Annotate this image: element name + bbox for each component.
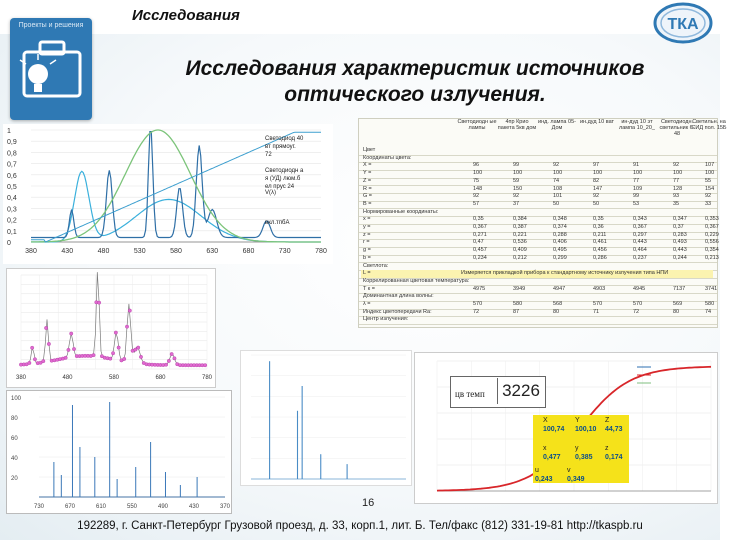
table-cell: 74 <box>553 177 560 184</box>
x-tick-label: 580 <box>170 248 182 255</box>
table-cell: 0,213 <box>705 254 719 261</box>
main-title-line2: оптического излучения. <box>284 83 546 106</box>
table-cell: 580 <box>705 301 715 307</box>
data-point <box>136 346 139 349</box>
table-cell: 100 <box>553 170 563 177</box>
data-point <box>44 326 47 329</box>
x-tick-label: 370 <box>219 504 231 510</box>
table-header: Светильн. на СИД пол. 15Б <box>691 119 727 131</box>
coord-label: v <box>567 467 571 474</box>
y-tick-label: 0,8 <box>7 150 17 158</box>
table-cell: 0,367 <box>473 224 487 230</box>
colorimetry-table <box>358 118 727 328</box>
row-label: R = <box>363 185 372 192</box>
table-cell: 4947 <box>553 285 566 292</box>
data-point <box>42 359 45 362</box>
table-cell: 3741 <box>705 285 718 292</box>
table-header: ин.дуд 10 ват <box>579 119 615 125</box>
table-cell: 92 <box>473 193 480 200</box>
table-cell: 570 <box>633 301 643 307</box>
coord-value: 0,385 <box>575 454 593 461</box>
row-label: r = <box>363 239 370 246</box>
table-cell: 0,443 <box>633 239 647 246</box>
row-label: Z = <box>363 177 372 184</box>
data-point <box>30 346 33 349</box>
projects-badge <box>10 18 92 120</box>
table-cell: 0,464 <box>633 247 647 254</box>
table-cell: 0,406 <box>553 239 567 246</box>
table-cell: 4975 <box>473 285 486 292</box>
data-point <box>47 342 50 345</box>
legend-entry: вкл.тпбА <box>265 220 290 226</box>
table-cell: 100 <box>593 170 603 177</box>
coord-value: 44,73 <box>605 426 623 433</box>
data-point <box>67 348 70 351</box>
row-label: b = <box>363 254 371 261</box>
coord-label: x <box>543 445 547 452</box>
row-label: G = <box>363 193 373 200</box>
legend-entry: Светодиод 40 <box>265 136 304 142</box>
table-cell: 147 <box>593 185 603 192</box>
table-cell: 0,409 <box>513 247 527 254</box>
table-cell: 0,212 <box>513 254 527 261</box>
data-point <box>70 332 73 335</box>
coord-value: 0,243 <box>535 476 553 483</box>
table-cell: 50 <box>553 200 560 207</box>
x-tick-label: 610 <box>95 504 107 510</box>
table-header: Светодиодн ые лампы <box>457 119 497 131</box>
header-title: Исследования <box>132 7 240 24</box>
coordinates-panel <box>533 415 629 483</box>
spectra-chart-panel <box>3 124 333 264</box>
y-tick-label: 20 <box>11 476 18 482</box>
x-tick-label: 530 <box>133 248 146 255</box>
table-cell: 0,237 <box>633 254 647 261</box>
dark-spectrum-chart <box>7 391 231 513</box>
table-cell: 92 <box>593 193 600 200</box>
y-tick-label: 0 <box>7 240 11 247</box>
table-cell: 0,353 <box>705 216 719 223</box>
table-cell: 72 <box>473 308 480 315</box>
main-title <box>140 56 690 108</box>
row-label: Y = <box>363 170 372 177</box>
table-cell: 0,271 <box>473 231 487 238</box>
table-cell: 0,443 <box>673 247 687 254</box>
data-point <box>123 357 126 360</box>
table-cell: 0,536 <box>513 239 527 246</box>
header-bar <box>0 0 720 34</box>
table-cell: 150 <box>513 185 523 192</box>
page-number: 16 <box>362 497 375 509</box>
table-cell: 0,221 <box>513 231 527 238</box>
coord-label: Y <box>575 417 580 424</box>
table-cell: 91 <box>633 162 640 169</box>
table-cell: 77 <box>633 177 640 184</box>
table-cell: 96 <box>473 162 480 169</box>
row-label: Нормированные координаты: <box>363 208 439 215</box>
x-tick-label: 480 <box>97 248 110 255</box>
table-cell: 99 <box>633 193 640 200</box>
table-cell: 80 <box>673 308 680 315</box>
table-cell: 0,461 <box>593 239 607 246</box>
coord-label: y <box>575 445 579 452</box>
table-cell: 580 <box>513 301 523 307</box>
data-point <box>109 357 112 360</box>
row-note: Измеряется прикладкой прибора к стандартному источнику излучения типа НПИ <box>461 270 669 277</box>
table-cell: 0,354 <box>705 247 719 254</box>
legend-entry: 72 <box>265 152 272 158</box>
table-cell: 92 <box>553 162 560 169</box>
table-cell: 108 <box>553 185 563 192</box>
table-cell: 92 <box>705 193 712 200</box>
x-tick-label: 490 <box>157 504 169 510</box>
table-cell: 4945 <box>633 285 646 292</box>
y-tick-label: 0,7 <box>7 161 17 169</box>
tka-logo <box>653 2 713 44</box>
table-cell: 100 <box>673 170 683 177</box>
x-tick-label: 580 <box>108 375 120 381</box>
row-label: Светлота: <box>363 262 389 269</box>
table-cell: 107 <box>705 162 715 169</box>
y-tick-label: 0,1 <box>7 228 17 236</box>
data-point <box>64 356 67 359</box>
table-cell: 33 <box>705 200 712 207</box>
table-cell: 82 <box>593 177 600 184</box>
table-cell: 0,283 <box>673 231 687 238</box>
table-cell: 87 <box>513 308 520 315</box>
table-cell: 72 <box>633 308 640 315</box>
table-cell: 148 <box>473 185 483 192</box>
table-cell: 0,384 <box>513 216 527 223</box>
table-cell: 569 <box>673 301 683 307</box>
table-header: инд. лампа 05-Дом <box>538 119 576 131</box>
line-spectrum-chart <box>241 351 411 485</box>
row-label: X = <box>363 162 372 169</box>
badge-label: Проекты и решения <box>18 22 84 29</box>
table-cell: 109 <box>633 185 643 192</box>
table-cell: 101 <box>553 193 563 200</box>
row-label: y = <box>363 224 371 230</box>
y-tick-label: 60 <box>11 436 18 442</box>
table-cell: 100 <box>513 170 523 177</box>
data-point <box>164 363 167 366</box>
table-cell: 75 <box>473 177 480 184</box>
data-point <box>117 346 120 349</box>
table-cell: 128 <box>673 185 683 192</box>
legend-entry: Светодиодн а <box>265 168 304 174</box>
y-tick-label: 40 <box>11 456 18 462</box>
row-label: g = <box>363 247 371 254</box>
table-cell: 100 <box>473 170 483 177</box>
table-cell: 53 <box>633 200 640 207</box>
coord-value: 0,174 <box>605 454 623 461</box>
table-cell: 92 <box>513 193 520 200</box>
row-label: Коррелированная цветовая температура: <box>363 277 470 284</box>
table-cell: 35 <box>673 200 680 207</box>
table-cell: 4903 <box>593 285 606 292</box>
row-label: B = <box>363 200 372 207</box>
table-cell: 7137 <box>673 285 686 292</box>
y-tick-label: 0,6 <box>7 172 17 180</box>
table-cell: 3949 <box>513 285 526 292</box>
table-cell: 0,493 <box>673 239 687 246</box>
y-tick-label: 0,4 <box>7 195 17 203</box>
data-point <box>97 301 100 304</box>
legend-entry: я (УД) люм.б <box>265 176 301 182</box>
table-cell: 0,234 <box>473 254 487 261</box>
y-tick-label: 0,5 <box>7 184 17 191</box>
table-cell: 570 <box>473 301 483 307</box>
table-cell: 0,348 <box>553 216 567 223</box>
table-cell: 0,37 <box>673 224 684 230</box>
table-cell: 0,229 <box>705 231 719 238</box>
table-cell: 100 <box>705 170 715 177</box>
table-cell: 154 <box>705 185 715 192</box>
row-label: x = <box>363 216 371 223</box>
table-cell: 568 <box>553 301 563 307</box>
legend-entry: вт прямоуг. <box>265 144 296 150</box>
table-cell: 0,211 <box>593 231 607 238</box>
x-tick-label: 630 <box>206 248 219 255</box>
row-label: Доминантная длина волны: <box>363 293 434 300</box>
y-tick-label: 80 <box>11 416 18 422</box>
dark-spectrum-panel <box>6 390 232 514</box>
coord-value: 0,349 <box>567 476 585 483</box>
y-tick-label: 0,9 <box>7 139 17 147</box>
footer-address: 192289, г. Санкт-Петербург Грузовой проезд, д. 33, корп.1, лит. Б. Тел/факс (812) 331-19-81 http://tkaspb.ru <box>77 520 643 532</box>
table-cell: 0,35 <box>473 216 484 223</box>
row-label: λ = <box>363 301 371 307</box>
table-header: ин-дуд 10 эт лампа 10_20_ <box>619 119 655 131</box>
coord-label: z <box>605 445 609 452</box>
table-cell: 0,457 <box>473 247 487 254</box>
row-label: L = <box>363 270 371 277</box>
table-cell: 100 <box>633 170 643 177</box>
row-label: Индекс цветопередачи Ra: <box>363 308 432 315</box>
data-point <box>92 353 95 356</box>
table-cell: 55 <box>705 177 712 184</box>
table-cell: 74 <box>705 308 712 315</box>
table-cell: 97 <box>593 162 600 169</box>
line-spectrum-panel <box>240 350 412 486</box>
color-temp-value: 3226 <box>497 378 544 404</box>
row-divider <box>359 324 717 325</box>
table-cell: 93 <box>673 193 680 200</box>
table-cell: 0,286 <box>593 254 607 261</box>
table-cell: 0,456 <box>593 247 607 254</box>
x-tick-label: 550 <box>126 504 138 510</box>
table-cell: 0,35 <box>593 216 604 223</box>
logo-text: ТКА <box>667 16 699 33</box>
data-point <box>114 331 117 334</box>
table-cell: 0,367 <box>705 224 719 230</box>
data-point <box>128 309 131 312</box>
table-header: Светодиодн. светильник 6-48 <box>659 119 695 137</box>
table-cell: 0,244 <box>673 254 687 261</box>
table-cell: 71 <box>593 308 600 315</box>
coord-label: u <box>535 467 539 474</box>
color-temp-label: цв темп <box>455 389 485 399</box>
table-cell: 570 <box>593 301 603 307</box>
x-tick-label: 730 <box>33 504 45 510</box>
row-label: z = <box>363 231 371 238</box>
table-header: 4пр Крио пакета 5кв дом <box>497 119 537 131</box>
x-tick-label: 780 <box>315 248 327 255</box>
table-cell: 80 <box>553 308 560 315</box>
x-tick-label: 430 <box>61 248 74 255</box>
table-cell: 0,367 <box>633 224 647 230</box>
table-cell: 0,347 <box>673 216 687 223</box>
table-cell: 37 <box>513 200 520 207</box>
table-cell: 0,387 <box>513 224 527 230</box>
data-point <box>167 359 170 362</box>
table-cell: 0,343 <box>633 216 647 223</box>
y-tick-label: 0,3 <box>7 206 17 214</box>
x-tick-label: 430 <box>188 504 200 510</box>
data-point <box>203 364 206 367</box>
table-cell: 0,288 <box>553 231 567 238</box>
x-tick-label: 680 <box>155 375 166 381</box>
row-label: Координаты цвета: <box>363 154 412 161</box>
color-temp-box <box>450 376 546 408</box>
x-tick-label: 480 <box>62 375 73 381</box>
coord-label: Z <box>605 417 610 424</box>
table-cell: 0,47 <box>473 239 484 246</box>
legend-entry: V(λ) <box>265 190 276 196</box>
table-cell: 0,495 <box>553 247 567 254</box>
x-tick-label: 680 <box>242 248 255 255</box>
row-label: Цвет <box>363 147 376 153</box>
table-cell: 59 <box>513 177 520 184</box>
x-tick-label: 670 <box>64 504 76 510</box>
coord-value: 100,74 <box>543 426 565 433</box>
coord-value: 100,10 <box>575 426 597 433</box>
measured-spectrum-chart <box>7 269 215 387</box>
row-label: Центр излучения: <box>363 316 409 323</box>
data-point <box>28 361 31 364</box>
data-point <box>72 347 75 350</box>
x-tick-label: 730 <box>278 248 291 255</box>
main-title-line1: Исследования характеристик источников <box>185 57 645 80</box>
y-tick-label: 1 <box>7 128 11 135</box>
data-point <box>33 358 36 361</box>
coord-label: X <box>543 417 548 424</box>
lightbulb-briefcase-icon <box>10 18 92 120</box>
data-point <box>170 352 173 355</box>
data-point <box>125 325 128 328</box>
y-tick-label: 0,2 <box>7 217 17 225</box>
table-cell: 0,374 <box>553 224 567 230</box>
table-cell: 0,36 <box>593 224 604 230</box>
y-tick-label: 100 <box>11 396 22 402</box>
table-cell: 92 <box>673 162 680 169</box>
data-point <box>173 357 176 360</box>
data-point <box>111 352 114 355</box>
table-cell: 77 <box>673 177 680 184</box>
table-cell: 0,297 <box>633 231 647 238</box>
measured-spectrum-panel <box>6 268 216 388</box>
spectra-chart <box>3 124 333 264</box>
x-tick-label: 380 <box>15 375 27 381</box>
table-cell: 57 <box>473 200 480 207</box>
table-cell: 0,299 <box>553 254 567 261</box>
row-label: T к = <box>363 285 375 292</box>
table-cell: 99 <box>513 162 520 169</box>
x-tick-label: 380 <box>25 248 37 255</box>
coord-value: 0,477 <box>543 454 561 461</box>
legend-entry: ел прус 24 <box>265 184 295 190</box>
x-tick-label: 780 <box>201 375 213 381</box>
data-point <box>139 355 142 358</box>
table-cell: 0,556 <box>705 239 719 246</box>
table-cell: 50 <box>593 200 600 207</box>
